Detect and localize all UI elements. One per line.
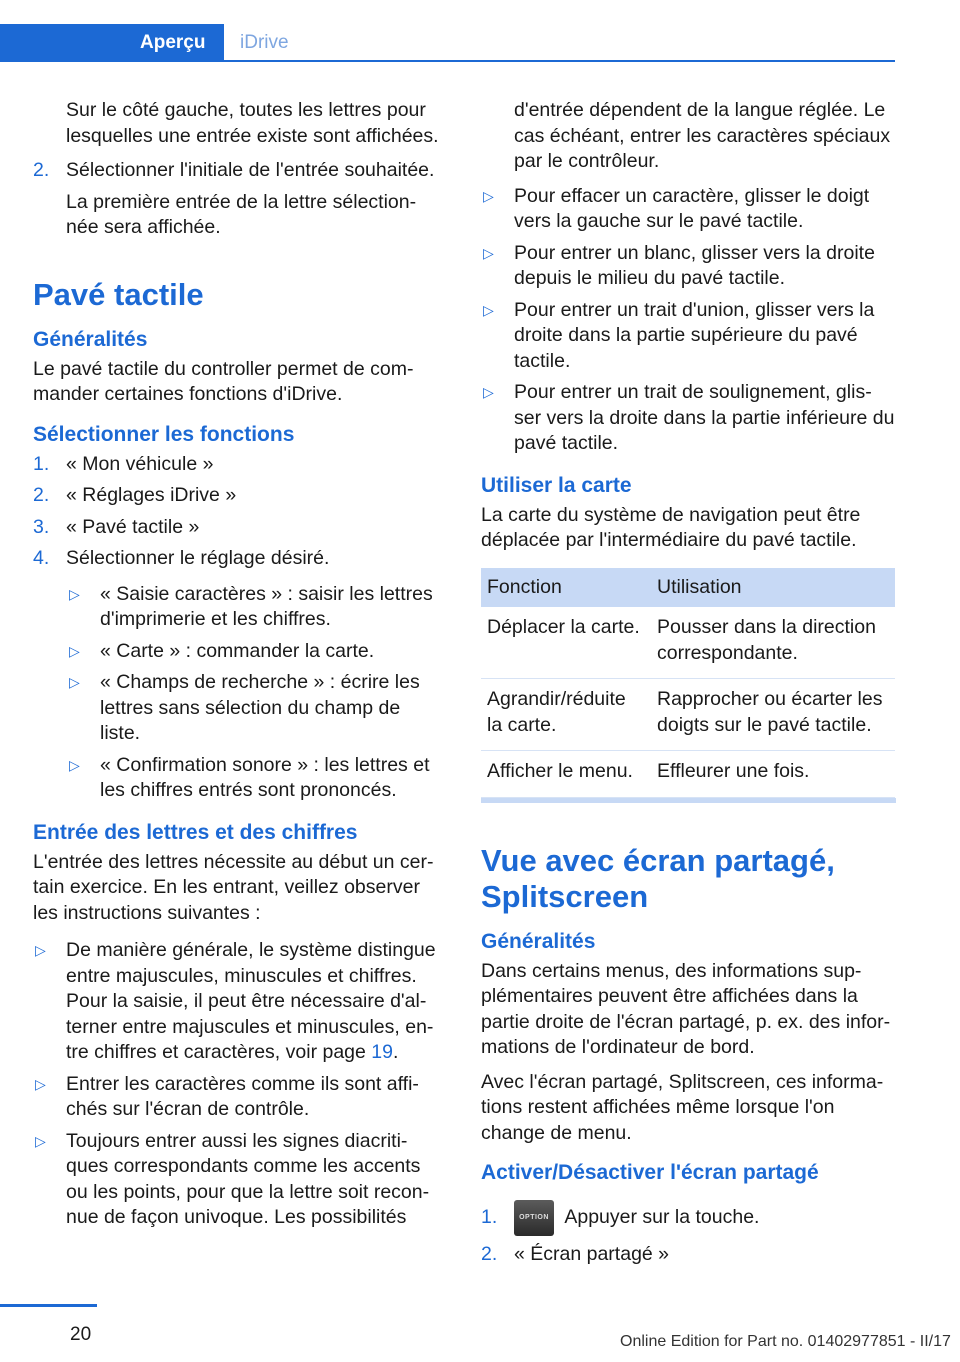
edition-note: Online Edition for Part no. 01402977851 - II/17 — [620, 1333, 951, 1350]
heading-utiliser-carte: Utiliser la carte — [481, 473, 632, 497]
paragraph-split-1: Dans certains menus, des informations sup-plémentaires peuvent être affichées dans la partie droite de l'écran partagé, p. ex. des infor-mations de l'ordinateur de bord. — [481, 959, 891, 1058]
map-gesture-table — [481, 568, 895, 798]
heading-pave-tactile: Pavé tactile — [33, 276, 204, 312]
table-cell: Effleurer une fois. — [651, 751, 895, 798]
step-number: 1. — [481, 1206, 498, 1228]
step-text: « Écran partagé » — [514, 1243, 670, 1265]
table-cell: Rapprocher ou écarter les doigts sur le pavé tactile. — [651, 679, 895, 751]
page-number: 20 — [70, 1324, 92, 1345]
bullet-end: . — [393, 1041, 399, 1063]
paragraph-entree: L'entrée des lettres nécessite au début un cer-tain exercice. En les entrant, veillez observer les instructions suivantes : — [33, 850, 434, 924]
option-button-icon: OPTION — [514, 1200, 554, 1236]
bullet-text: « Confirmation sonore » : les lettres et les chiffres entrés sont prononcés. — [100, 753, 430, 801]
heading-generalites: Généralités — [481, 929, 596, 953]
bullet-item — [481, 380, 896, 457]
step-number: 3. — [33, 515, 50, 538]
header-tabs — [0, 0, 895, 62]
step-item — [481, 1242, 896, 1268]
triangle-bullet-icon: ▷ — [35, 1075, 46, 1092]
step-text: Appuyer sur la touche. — [564, 1206, 760, 1228]
triangle-bullet-icon: ▷ — [35, 942, 46, 958]
sub-bullet — [33, 670, 445, 747]
tab-apercu[interactable]: Aperçu — [0, 24, 224, 62]
step-number: 2. — [481, 1243, 498, 1265]
step-number: 4. — [33, 547, 50, 569]
step-item — [33, 483, 445, 509]
bullet-item — [33, 938, 445, 1066]
bullet-text: De manière générale, le système distingue entre majuscules, minuscules et chiffres. Pour la saisie, il peut être nécessaire d'al-terner entre majuscules et minuscules, en-tre chiffres et caractères, voir page — [66, 939, 436, 1063]
step-text: « Mon véhicule » — [66, 452, 214, 475]
table-bottom-rule — [481, 798, 896, 803]
table-cell: Pousser dans la direction correspondante. — [651, 607, 895, 679]
heading-activer: Activer/Désactiver l'écran partagé — [481, 1161, 819, 1184]
paragraph-carte: La carte du système de navigation peut être déplacée par l'intermédiaire du pavé tactile. — [481, 503, 861, 551]
step-text: Sélectionner le réglage désiré. — [66, 547, 330, 569]
bullet-text: « Saisie caractères » : saisir les lettres d'imprimerie et les chiffres. — [100, 582, 433, 630]
triangle-bullet-icon: ▷ — [483, 301, 494, 318]
sub-bullet — [33, 582, 445, 633]
bullet-text: Pour entrer un blanc, glisser vers la droite depuis le milieu du pavé tactile. — [514, 241, 875, 289]
step-number: 1. — [33, 452, 50, 475]
paragraph-generalites: Le pavé tactile du controller permet de com-mander certaines fonctions d'iDrive. — [33, 357, 414, 405]
triangle-bullet-icon: ▷ — [69, 585, 80, 602]
step-item — [481, 1198, 896, 1236]
step-number: 2. — [33, 484, 50, 506]
triangle-bullet-icon: ▷ — [483, 244, 494, 261]
step-2 — [33, 158, 445, 184]
triangle-bullet-icon: ▷ — [483, 384, 494, 400]
table-header: Utilisation — [651, 568, 895, 608]
sub-bullet — [33, 639, 445, 665]
intro-continued: Sur le côté gauche, toutes les lettres pour lesquelles une entrée existe sont affichées. — [66, 99, 439, 147]
table-header: Fonction — [481, 568, 651, 608]
bullet-text: Pour effacer un caractère, glisser le doigt vers la gauche sur le pavé tactile. — [514, 184, 870, 232]
triangle-bullet-icon: ▷ — [35, 1132, 46, 1149]
step-item — [33, 452, 445, 478]
bullet-item — [33, 1129, 445, 1231]
bullet-text: Entrer les caractères comme ils sont affi-chés sur l'écran de contrôle. — [66, 1072, 419, 1120]
bullet-item — [481, 184, 896, 235]
step-number: 2. — [33, 159, 50, 181]
table-row — [481, 751, 895, 798]
paragraph-split-2: Avec l'écran partagé, Splitscreen, ces informa-tions restent affichées même lorsque l'on change de menu. — [481, 1070, 884, 1144]
table-cell: Afficher le menu. — [481, 751, 651, 798]
sub-bullet — [33, 753, 445, 804]
bullet-item — [33, 1072, 445, 1123]
bullet-text: « Champs de recherche » : écrire les lettres sans sélection du champ de liste. — [100, 671, 420, 744]
step-text: Sélectionner l'initiale de l'entrée souhaitée. — [66, 159, 435, 181]
table-row — [481, 607, 895, 679]
bullet-item — [481, 241, 896, 292]
heading-generalites: Généralités — [33, 327, 148, 351]
bullet-item — [481, 298, 896, 375]
heading-selectionner: Sélectionner les fonctions — [33, 422, 295, 446]
triangle-bullet-icon: ▷ — [69, 674, 80, 690]
triangle-bullet-icon: ▷ — [69, 756, 80, 773]
step-text: « Réglages iDrive » — [66, 484, 237, 506]
page-link[interactable]: 19 — [371, 1041, 393, 1063]
table-row — [481, 679, 895, 751]
footer-rule — [0, 1304, 97, 1307]
table-cell: Déplacer la carte. — [481, 607, 651, 679]
bullet-text: Toujours entrer aussi les signes diacriti-ques correspondants comme les accents ou les points, pour que la lettre soit recon-nue de façon univoque. Les possibilités — [66, 1129, 430, 1228]
step-item — [33, 546, 445, 572]
heading-splitscreen: Vue avec écran partagé, Splitscreen — [481, 842, 835, 914]
triangle-bullet-icon: ▷ — [69, 642, 80, 659]
step-2-note: La première entrée de la lettre sélection-née sera affichée. — [66, 190, 417, 238]
left-column — [33, 98, 445, 1237]
continued-text: d'entrée dépendent de la langue réglée. Le cas échéant, entrer les caractères spéciaux par le contrôleur. — [514, 99, 891, 172]
step-item — [33, 515, 445, 541]
table-header-row — [481, 568, 895, 608]
table-cell: Agrandir/réduite la carte. — [481, 679, 651, 751]
tab-idrive[interactable]: iDrive — [240, 32, 289, 53]
bullet-text: « Carte » : commander la carte. — [100, 639, 375, 662]
bullet-text: Pour entrer un trait d'union, glisser vers la droite dans la partie supérieure du pavé tactile. — [514, 298, 875, 372]
triangle-bullet-icon: ▷ — [483, 187, 494, 204]
step-text: « Pavé tactile » — [66, 515, 200, 538]
right-column — [481, 101, 896, 1274]
bullet-text: Pour entrer un trait de soulignement, glis-ser vers la droite dans la partie inférieure du pavé tactile. — [514, 381, 895, 454]
heading-entree: Entrée des lettres et des chiffres — [33, 820, 358, 844]
